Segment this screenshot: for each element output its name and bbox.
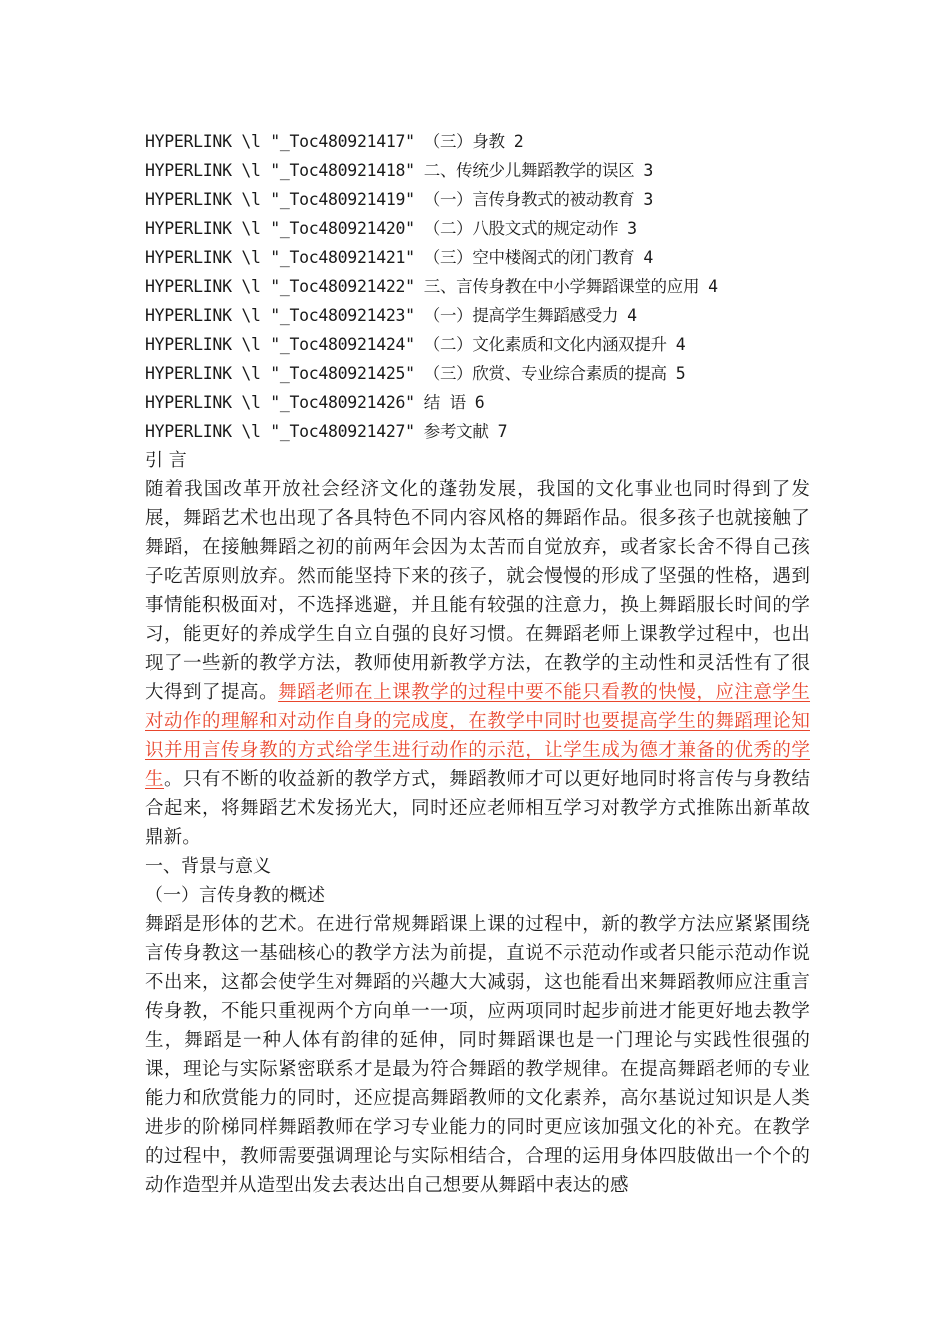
toc-entry[interactable]	[145, 359, 810, 388]
toc-entry[interactable]	[145, 156, 810, 185]
toc-page-number: 3	[643, 190, 653, 209]
toc-field-code: HYPERLINK \l "_Toc480921421"	[145, 248, 415, 267]
intro-heading: 引 言	[145, 450, 187, 471]
toc-title: （三）欣赏、专业综合素质的提高	[423, 364, 667, 383]
toc-field-code: HYPERLINK \l "_Toc480921418"	[145, 161, 415, 180]
toc-field-code: HYPERLINK \l "_Toc480921425"	[145, 364, 415, 383]
toc-entry[interactable]	[145, 301, 810, 330]
document-body	[145, 127, 810, 1200]
toc-field-code: HYPERLINK \l "_Toc480921427"	[145, 422, 415, 441]
toc-field-code: HYPERLINK \l "_Toc480921417"	[145, 132, 415, 151]
toc-entry[interactable]	[145, 388, 810, 417]
toc-title: （二）八股文式的规定动作	[423, 219, 619, 238]
toc-entry[interactable]	[145, 272, 810, 301]
toc-field-code: HYPERLINK \l "_Toc480921423"	[145, 306, 415, 325]
toc-field-code: HYPERLINK \l "_Toc480921424"	[145, 335, 415, 354]
section-heading: 一、背景与意义	[145, 856, 271, 877]
toc-page-number: 5	[675, 364, 686, 383]
subsection-heading: （一）言传身教的概述	[145, 885, 325, 906]
toc-title: 参考文献	[423, 422, 489, 441]
toc-entry[interactable]	[145, 330, 810, 359]
toc-field-code: HYPERLINK \l "_Toc480921420"	[145, 219, 415, 238]
toc-entry[interactable]	[145, 243, 810, 272]
body-paragraph: 舞蹈是形体的艺术。在进行常规舞蹈课上课的过程中，新的教学方法应紧紧围绕言传身教这一基础核心的教学方法为前提，直说不示范动作或者只能示范动作说不出来，这都会使学生对舞蹈的兴趣大大减弱，这也能看出来舞蹈教师应注重言传身教，不能只重视两个方向单一一项，应两项同时起步前进才能更好地去教学生，舞蹈是一种人体有韵律的延伸，同时舞蹈课也是一门理论与实践性很强的课，理论与实际紧密联系才是最为符合舞蹈的教学规律。在提高舞蹈老师的专业能力和欣赏能力的同时，还应提高舞蹈教师的文化素养，高尔基说过知识是人类进步的阶梯同样舞蹈教师在学习专业能力的同时更应该加强文化的补充。在教学的过程中，教师需要强调理论与实际相结合，合理的运用身体四肢做出一个个的动作造型并从造型出发去表达出自己想要从舞蹈中表达的感	[145, 914, 810, 1196]
toc-entry[interactable]	[145, 417, 810, 446]
toc-title: （三）身教	[423, 132, 505, 151]
toc-page-number: 4	[627, 306, 637, 325]
toc-entry[interactable]	[145, 127, 810, 156]
toc-field-code: HYPERLINK \l "_Toc480921426"	[145, 393, 415, 412]
toc-title: （三）空中楼阁式的闭门教育	[423, 248, 635, 267]
toc-page-number: 6	[474, 393, 485, 412]
toc-title: （一）言传身教式的被动教育	[423, 190, 635, 209]
toc-page-number: 3	[643, 161, 653, 180]
toc-page-number: 4	[708, 277, 718, 296]
toc-page-number: 4	[643, 248, 653, 267]
toc-page-number: 2	[513, 132, 524, 151]
toc-field-code: HYPERLINK \l "_Toc480921422"	[145, 277, 415, 296]
table-of-contents	[145, 127, 810, 446]
intro-text-end: 。只有不断的收益新的教学方式，舞蹈教师才可以更好地同时将言传与身教结合起来，将舞蹈艺术发扬光大，同时还应老师相互学习对教学方式推陈出新革故鼎新。	[145, 769, 810, 848]
intro-text-start: 随着我国改革开放社会经济文化的蓬勃发展，我国的文化事业也同时得到了发展，舞蹈艺术也出现了各具特色不同内容风格的舞蹈作品。很多孩子也就接触了舞蹈，在接触舞蹈之初的前两年会因为太苦而自觉放弃，或者家长舍不得自己孩子吃苦原则放弃。然而能坚持下来的孩子，就会慢慢的形成了坚强的性格，遇到事情能积极面对，不选择逃避，并且能有较强的注意力，换上舞蹈服长时间的学习，能更好的养成学生自立自强的良好习惯。在舞蹈老师上课教学过程中，也出现了一些新的教学方法，教师使用新教学方法，在教学的主动性和灵活性有了很大得到了提高。	[145, 479, 810, 703]
toc-entry[interactable]	[145, 214, 810, 243]
toc-page-number: 3	[627, 219, 637, 238]
toc-field-code: HYPERLINK \l "_Toc480921419"	[145, 190, 415, 209]
intro-paragraph	[145, 475, 810, 852]
toc-page-number: 7	[497, 422, 508, 441]
toc-entry[interactable]	[145, 185, 810, 214]
highlighted-text: 舞蹈老师在上课教学的过程中要不能只看教的快慢，应注意学生对动作的理解和对动作自身的完成度，在教学中同时也要提高学生的舞蹈理论知识并用言传身教的方式给学生进行动作的示范，让学生成为德才兼备的优秀的学生	[145, 682, 811, 790]
toc-page-number: 4	[675, 335, 686, 354]
toc-title: （一）提高学生舞蹈感受力	[423, 306, 619, 325]
toc-title: （二）文化素质和文化内涵双提升	[423, 335, 667, 354]
toc-title: 三、言传身教在中小学舞蹈课堂的应用	[423, 277, 700, 296]
toc-title: 结 语	[423, 393, 466, 412]
toc-title: 二、传统少儿舞蹈教学的误区	[423, 161, 635, 180]
